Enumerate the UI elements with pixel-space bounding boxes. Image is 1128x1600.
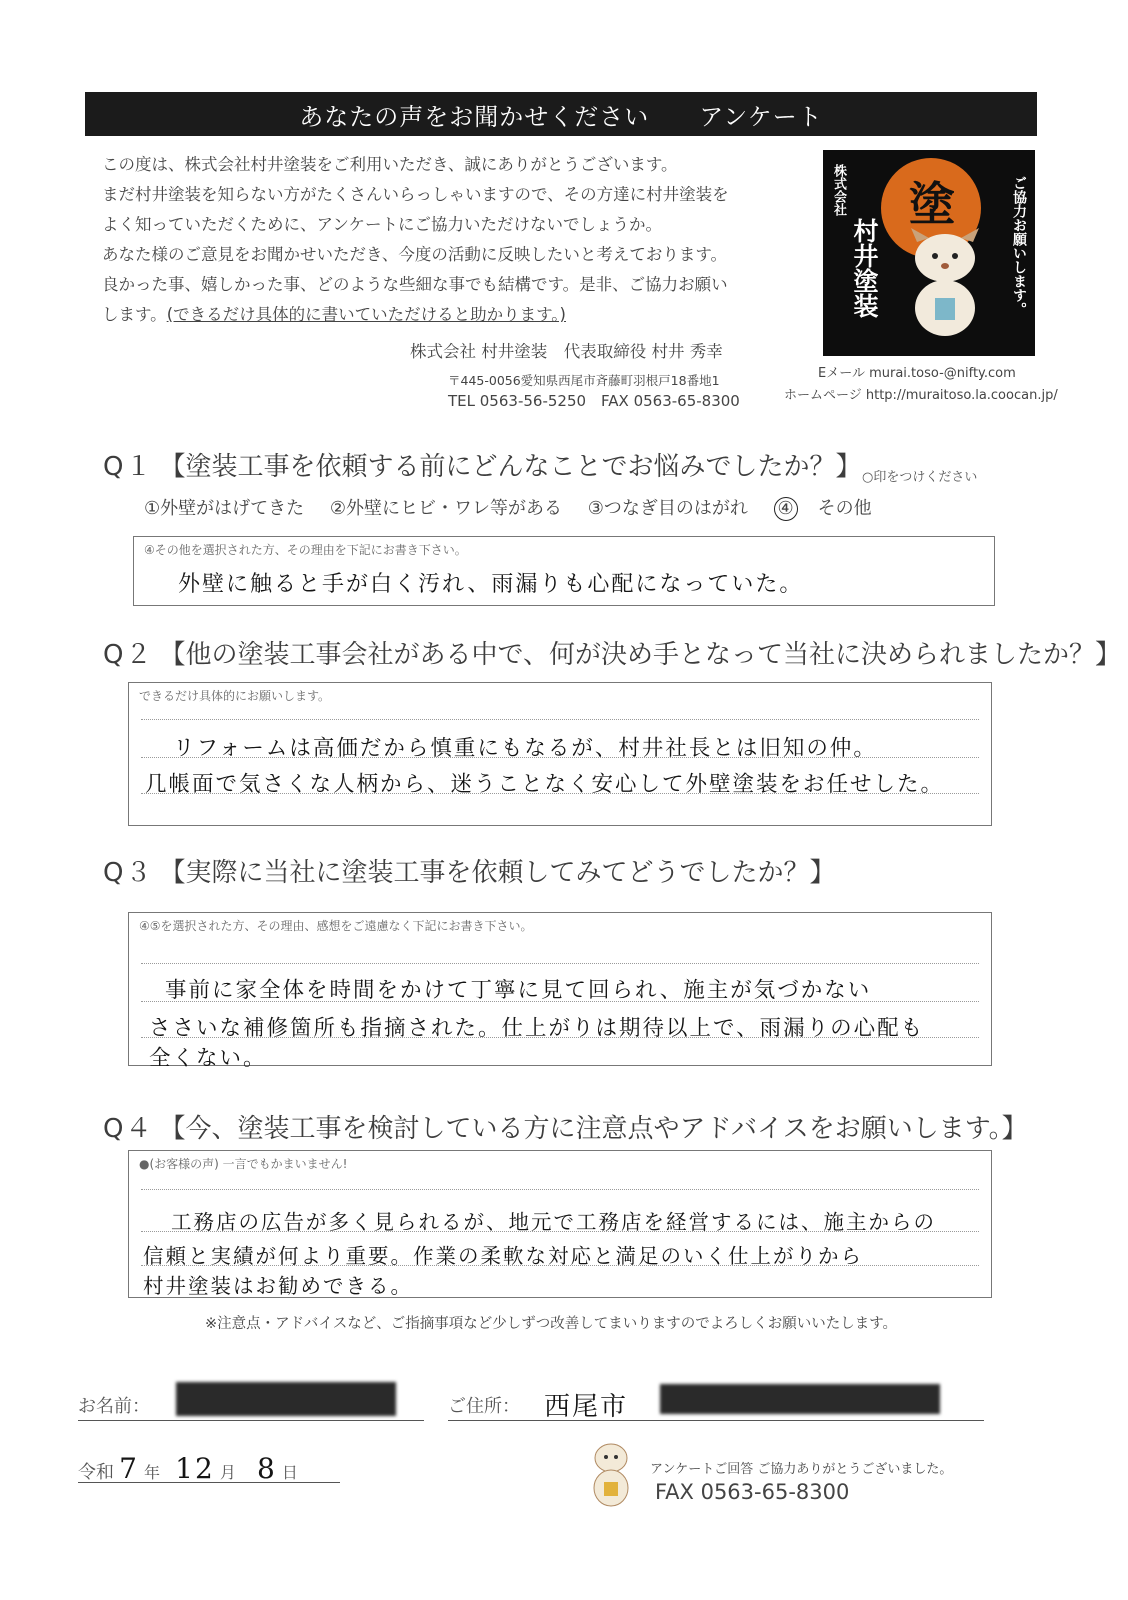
intro-line: この度は、株式会社村井塗装をご利用いただき、誠にありがとうございます。 [102,155,678,174]
redacted-address [660,1384,940,1414]
q1-option-2[interactable]: ②外壁にヒビ・ワレ等がある [329,498,563,519]
date-month-unit: 月 [219,1463,236,1482]
q1-question: 【塗装工事を依頼する前にどんなことでお悩みでしたか？】 [159,452,862,482]
q1-title [103,446,861,483]
date-month: 12 [175,1452,215,1485]
q4-box-hint: ●(お客様の声) 一言でもかまいません! [139,1157,348,1171]
header-title: あなたの声をお聞かせください [299,102,650,131]
q4-question: 【今、塗装工事を検討している方に注意点やアドバイスをお願いします。】 [159,1114,1028,1144]
company-email: Eメール murai.toso-@nifty.com [818,366,1016,381]
q1-option-4[interactable] [774,498,892,519]
intro-line [102,300,802,330]
q2-question: 【他の塗装工事会社がある中で、何が決め手となって当社に決められましたか？】 [159,640,1121,670]
q3-number: Q３ [103,858,154,888]
intro-text [102,150,802,330]
closing-fax: FAX 0563-65-8300 [655,1480,850,1504]
company-tel-fax: TEL 0563-56-5250 FAX 0563-65-8300 [448,392,740,410]
q4-answer-line-2: 信頼と実績が何より重要。作業の柔軟な対応と満足のいく仕上がりから [143,1244,863,1268]
q3-answer-line-3: 全くない。 [149,1046,267,1071]
q1-answer-box[interactable] [133,536,995,606]
name-label: お名前： [78,1396,150,1417]
q2-number: Q２ [103,640,154,670]
q4-number: Q４ [103,1114,154,1144]
name-field[interactable] [78,1388,424,1421]
ruled-line [141,963,979,964]
ruled-line [141,1189,979,1190]
q1-answer: 外壁に触ると手が白く汚れ、雨漏りも心配になっていた。 [178,572,804,597]
q1-options [144,494,912,521]
header-subtitle: アンケート [699,102,823,131]
q1-instruction: ○印をつけください [862,470,978,485]
q2-answer-box[interactable] [128,682,992,826]
footnote: ※注意点・アドバイスなど、ご指摘事項など少しずつ改善してまいりますのでよろしくお願いいたします。 [205,1316,898,1332]
q4-answer-line-3: 村井塗装はお勧めできる。 [143,1274,413,1298]
q3-answer-box[interactable] [128,912,992,1071]
q2-answer-line-1: リフォームは高価だから慎重にもなるが、村井社長とは旧知の仲。 [173,736,877,761]
address-label: ご住所： [448,1396,520,1417]
intro-line: あなた様のご意見をお聞かせいただき、今度の活動に反映したいと考えております。 [102,245,728,264]
q1-option-4-circled: ④ [774,497,798,521]
q4-answer-box[interactable] [128,1150,992,1298]
q3-question: 【実際に当社に塗装工事を依頼してみてどうでしたか？】 [159,858,836,888]
q1-option-3[interactable]: ③つなぎ目のはがれ [587,498,748,519]
company-logo [823,150,1035,356]
address-field[interactable] [448,1388,984,1421]
intro-note: (できるだけ具体的に書いていただけると助かります。) [166,305,566,324]
closing-thanks: アンケートご回答 ご協力ありがとうございました。 [650,1462,953,1477]
q2-answer-line-2: 几帳面で気さくな人柄から、迷うことなく安心して外壁塗装をお任せした。 [145,772,945,797]
date-era: 令和 [78,1462,114,1483]
cat-mascot-icon [895,228,995,338]
q3-answer-line-1: 事前に家全体を時間をかけて丁寧に見て回られ、施主が気づかない [165,978,872,1003]
date-year-unit: 年 [144,1463,161,1482]
cat-mascot-small-icon [588,1440,634,1508]
date-day: 8 [256,1452,277,1485]
logo-company-name: 村井塗装 [850,218,879,318]
q3-title [103,852,835,889]
q3-answer-line-2: ささいな補修箇所も指摘された。仕上がりは期待以上で、雨漏りの心配も [149,1016,925,1041]
q2-title [103,634,1121,671]
date-year: 7 [119,1452,139,1485]
intro-line-end: します。 [102,305,167,324]
intro-line: よく知っていただくために、アンケートにご協力いただけないでしょうか。 [102,215,663,234]
survey-header [85,92,1037,136]
logo-message: ご協力お願いします。 [1011,176,1027,316]
q4-answer-line-1: 工務店の広告が多く見られるが、地元で工務店を経営するには、施主からの [171,1210,936,1234]
date-day-unit: 日 [281,1463,298,1482]
q3-box-hint: ④⑤を選択された方、その理由、感想をご遠慮なく下記にお書き下さい。 [139,919,533,933]
intro-line: 良かった事、嬉しかった事、どのような些細な事でも結構です。是非、ご協力お願い [102,275,728,294]
q4-title [103,1108,1028,1145]
redacted-name [176,1382,396,1416]
logo-company-type: 株式会社 [831,164,846,216]
q1-option-4-text: その他 [817,498,872,519]
company-homepage: ホームページ http://muraitoso.la.coocan.jp/ [784,388,1058,403]
logo-kanji: 塗 [909,177,955,231]
ruled-line [141,719,979,720]
address-value: 西尾市 [544,1392,629,1422]
company-signature: 株式会社 村井塗装 代表取締役 村井 秀幸 [410,342,723,361]
q1-option-1[interactable]: ①外壁がはげてきた [144,498,305,519]
q1-box-hint: ④その他を選択された方、その理由を下記にお書き下さい。 [144,543,467,557]
q2-box-hint: できるだけ具体的にお願いします。 [139,689,331,703]
intro-line: まだ村井塗装を知らない方がたくさんいらっしゃいますので、その方達に村井塗装を [102,185,729,204]
company-address: 〒445-0056愛知県西尾市斉藤町羽根戸18番地1 [448,373,720,388]
q1-number: Q１ [103,452,154,482]
date-field[interactable] [78,1452,340,1483]
